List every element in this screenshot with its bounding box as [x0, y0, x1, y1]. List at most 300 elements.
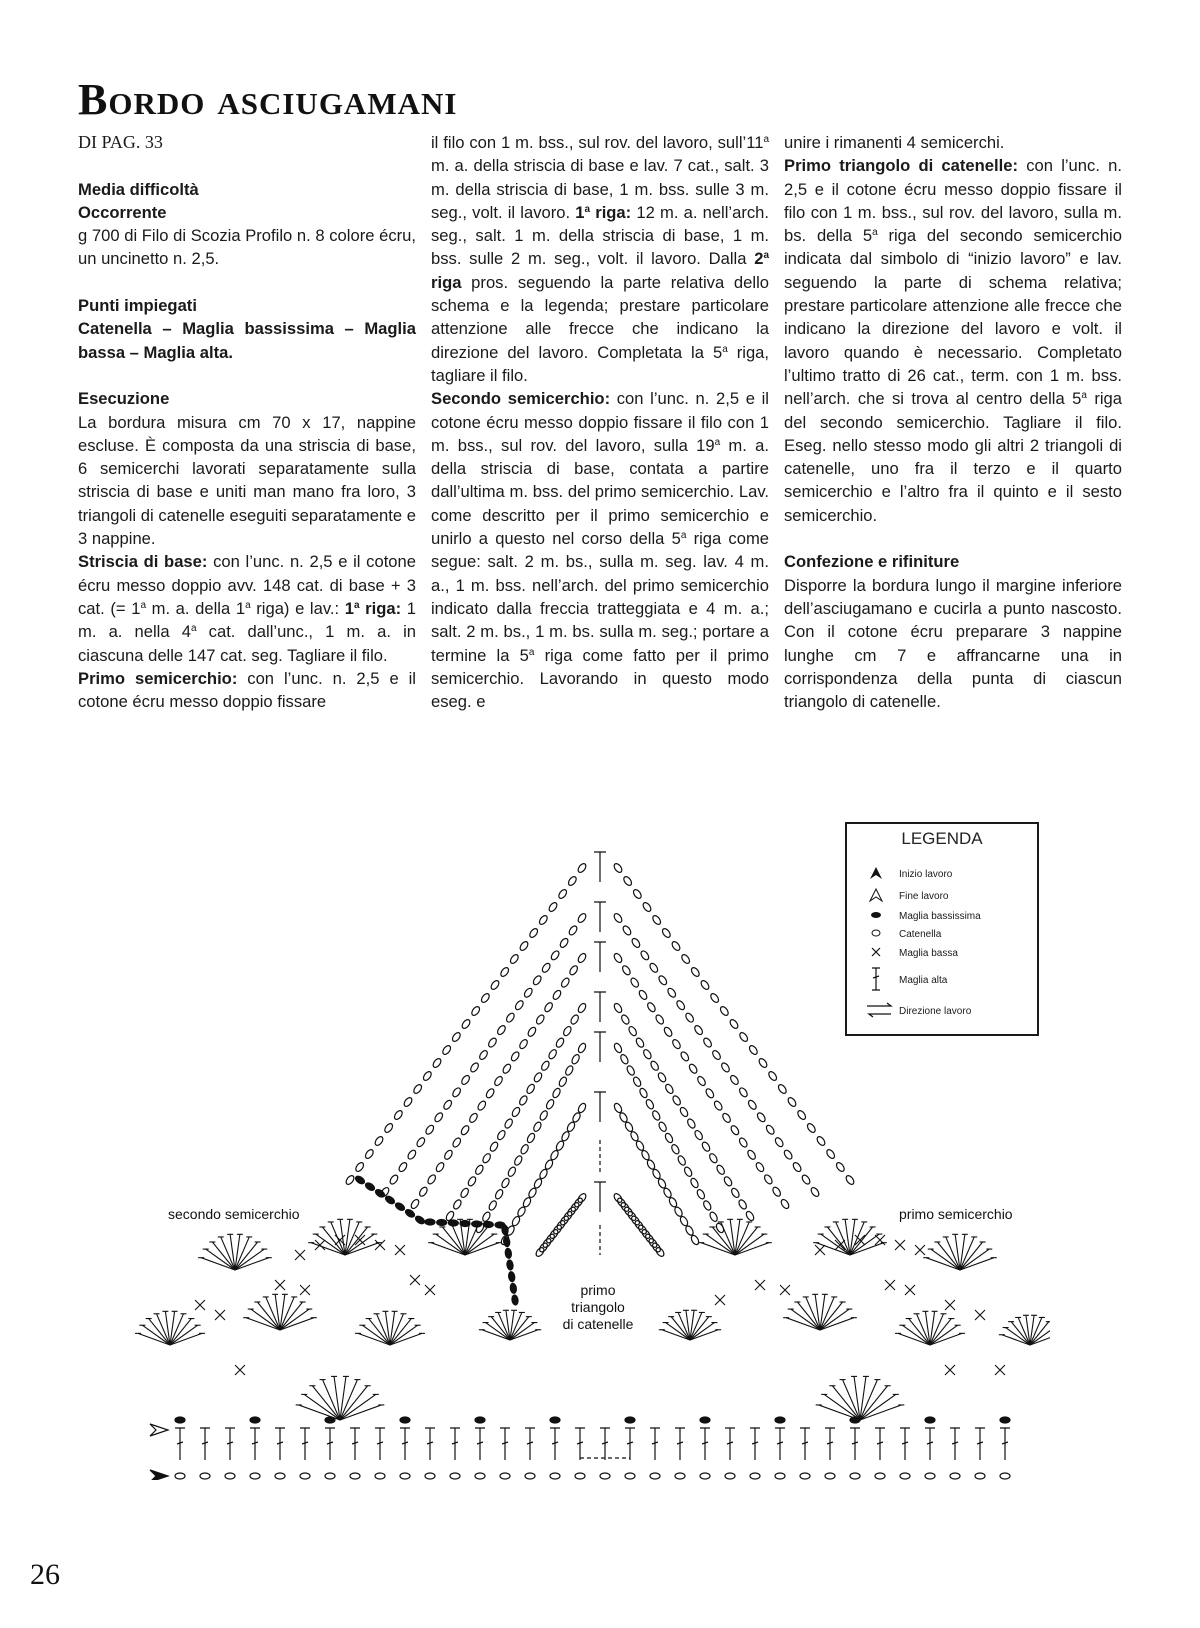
- chain-stitch: [538, 914, 549, 926]
- base-double-crochet: [400, 1428, 410, 1460]
- single-crochet-stitch: [885, 1280, 895, 1290]
- chain-stitch: [550, 950, 561, 962]
- base-double-crochet: [550, 1428, 560, 1460]
- second-semicircle-paragraph: Secondo semicerchio: con l’unc. n. 2,5 e il cotone écru messo doppio fissare il filo con 1 m. bss., sul rov. del lavoro, sulla 19$^a$ m. a. della striscia di base, contata a partire dall’ultima m. bss. del primo semicerchio. Lav. come descritto per il primo semicerchio e unirlo a questo nel corso della 5$^a$ riga come segue: salt. 2 m. bs., sulla m. seg. lav. 4 m. a., 1 m. bss. nell’arch. del primo semicerchio indicato dalla freccia tratteggiata e 4 m. a.; salt. 2 m. bs., 1 m. bs. sulla m. seg.; portare a termine la 5$^a$ riga come fatto per il primo semicerchio. Lavorando in questo modo eseg. e: [431, 389, 770, 712]
- chain-stitch: [689, 1177, 699, 1189]
- chain-stitch: [523, 987, 534, 999]
- chain-stitch: [668, 1196, 678, 1208]
- single-crochet-stitch: [995, 1365, 1005, 1375]
- chain-stitch: [783, 1149, 794, 1161]
- chain-stitch: [485, 1087, 496, 1099]
- chain-stitch: [568, 964, 579, 976]
- chain-stitch: [424, 1124, 435, 1136]
- chain-stitch: [412, 1083, 423, 1095]
- base-double-crochet: [775, 1428, 785, 1460]
- base-chain: [700, 1473, 710, 1479]
- chain-stitch: [618, 1112, 628, 1124]
- chain-stitch: [511, 1215, 521, 1227]
- base-chain: [225, 1473, 235, 1479]
- chain-stitch: [577, 1002, 587, 1014]
- slip-stitch: [364, 1181, 376, 1192]
- single-crochet-stitch: [755, 1280, 765, 1290]
- label-first-triangle: primo triangolo di catenelle: [562, 1282, 634, 1332]
- single-crochet-stitch: [295, 1250, 305, 1260]
- chain-stitch: [657, 1072, 667, 1084]
- chain-stitch: [474, 1164, 484, 1176]
- base-double-crochet: [450, 1428, 460, 1460]
- base-double-crochet: [325, 1428, 335, 1460]
- chain-stitch: [460, 1124, 471, 1136]
- chain-stitch: [638, 989, 649, 1001]
- base-double-crochet: [300, 1428, 310, 1460]
- base-slip-stitch: [700, 1417, 710, 1423]
- chain-stitch: [723, 1176, 733, 1188]
- chain-stitch: [748, 1044, 759, 1056]
- base-double-crochet: [250, 1428, 260, 1460]
- chain-stitch: [345, 1174, 356, 1186]
- chain-stitch: [415, 1136, 426, 1148]
- chain-stitch: [774, 1136, 785, 1148]
- chain-stitch: [398, 1161, 409, 1173]
- chain-stitch: [690, 966, 701, 978]
- chain-stitch: [673, 1206, 683, 1218]
- base-double-crochet: [275, 1428, 285, 1460]
- chain-stitch: [657, 974, 668, 986]
- chain-stitch: [765, 1124, 776, 1136]
- base-slip-stitch: [775, 1417, 785, 1423]
- chain-stitch: [613, 912, 624, 924]
- chain-stitch: [649, 1060, 659, 1072]
- chain-stitch: [745, 1210, 755, 1222]
- chain-stitch: [451, 1137, 462, 1149]
- chain-stitch: [568, 925, 579, 937]
- base-double-crochet: [850, 1428, 860, 1460]
- chain-stitch: [532, 974, 543, 986]
- chain-stitch: [642, 901, 653, 913]
- label-first-semicircle: primo semicerchio: [899, 1206, 1013, 1222]
- chain-stitch: [632, 1076, 642, 1088]
- chain-stitch: [503, 1118, 513, 1130]
- base-slip-stitch: [550, 1417, 560, 1423]
- base-chain: [575, 1473, 585, 1479]
- base-double-crochet: [1000, 1428, 1010, 1460]
- chain-stitch: [441, 1044, 452, 1056]
- crochet-diagram: [130, 830, 1050, 1480]
- chain-stitch: [631, 937, 642, 949]
- base-chain: [750, 1473, 760, 1479]
- base-double-crochet: [825, 1428, 835, 1460]
- base-chain: [425, 1473, 435, 1479]
- chain-stitch: [566, 1121, 576, 1133]
- chain-stitch: [702, 1200, 712, 1212]
- chain-stitch: [544, 1159, 554, 1171]
- single-crochet-stitch: [195, 1300, 205, 1310]
- base-chain: [500, 1473, 510, 1479]
- chain-stitch: [679, 1106, 689, 1118]
- base-chain: [450, 1473, 460, 1479]
- chain-stitch: [577, 912, 588, 924]
- single-crochet-stitch: [715, 1295, 725, 1305]
- chain-stitch: [737, 1199, 747, 1211]
- chain-stitch: [435, 1161, 446, 1173]
- base-chain: [725, 1473, 735, 1479]
- chain-stitch: [648, 962, 659, 974]
- chain-stitch: [730, 1187, 740, 1199]
- chain-stitch: [729, 1074, 740, 1086]
- chain-stitch: [451, 1031, 462, 1043]
- chain-stitch: [620, 1014, 630, 1026]
- legend-item-chain: Catenella: [865, 928, 941, 941]
- single-crochet-stitch: [945, 1365, 955, 1375]
- base-double-crochet: [675, 1428, 685, 1460]
- legend-item-direction: Direzione lavoro: [865, 1002, 971, 1021]
- base-double-crochet: [525, 1428, 535, 1460]
- chain-stitch: [461, 1018, 472, 1030]
- chain-stitch: [551, 1087, 561, 1099]
- chain-stitch: [621, 964, 632, 976]
- single-crochet-stitch: [410, 1275, 420, 1285]
- chain-stitch: [787, 1096, 798, 1108]
- chain-stitch: [763, 1174, 774, 1186]
- base-chain: [300, 1473, 310, 1479]
- chain-stitch: [613, 1102, 623, 1114]
- chain-stitch: [519, 940, 530, 952]
- chain-stitch: [543, 1001, 554, 1013]
- chain-stitch: [393, 1109, 404, 1121]
- base-double-crochet: [175, 1428, 185, 1460]
- legend-item-start: Inizio lavoro: [865, 866, 952, 883]
- chain-stitch: [684, 1012, 695, 1024]
- single-crochet-stitch: [975, 1310, 985, 1320]
- chain-stitch: [564, 1065, 574, 1077]
- base-double-crochet: [800, 1428, 810, 1460]
- base-chain: [375, 1473, 385, 1479]
- chain-stitch: [679, 1215, 689, 1227]
- chain-stitch: [518, 1038, 529, 1050]
- base-chain: [975, 1473, 985, 1479]
- base-slip-stitch: [325, 1417, 335, 1423]
- base-chain: [175, 1473, 185, 1479]
- chain-stitch: [755, 1161, 766, 1173]
- chain-stitch: [756, 1111, 767, 1123]
- first-semicircle-paragraph: Primo semicerchio: con l’unc. n. 2,5 e il cotone écru messo doppio fissare: [78, 668, 416, 712]
- chain-stitch: [654, 1014, 665, 1026]
- chain-stitch: [571, 1112, 581, 1124]
- chain-stitch: [468, 1112, 479, 1124]
- chain-stitch: [655, 1246, 666, 1258]
- chain-stitch: [487, 1037, 498, 1049]
- chain-stitch: [671, 1038, 682, 1050]
- base-double-crochet: [875, 1428, 885, 1460]
- base-chain: [325, 1473, 335, 1479]
- chain-stitch: [738, 1137, 749, 1149]
- base-double-crochet: [900, 1428, 910, 1460]
- chain-stitch: [533, 1178, 543, 1190]
- chain-stitch: [845, 1174, 856, 1186]
- single-crochet-stitch: [895, 1240, 905, 1250]
- chain-stitch: [622, 875, 633, 887]
- single-crochet-stitch: [945, 1300, 955, 1310]
- single-crochet-stitch: [235, 1365, 245, 1375]
- chain-stitch: [562, 1025, 572, 1037]
- chain-stitch: [680, 1051, 691, 1063]
- base-chain: [825, 1473, 835, 1479]
- chain-stitch: [567, 875, 578, 887]
- slip-stitch: [394, 1201, 406, 1212]
- chain-stitch: [693, 1024, 704, 1036]
- chain-stitch: [403, 1096, 414, 1108]
- chain-stitch: [651, 1110, 661, 1122]
- base-slip-stitch: [925, 1417, 935, 1423]
- chain-stitch: [477, 1100, 488, 1112]
- legend-item-double-crochet: Maglia alta: [865, 966, 947, 995]
- base-double-crochet: [650, 1428, 660, 1460]
- fan-stitch: [1030, 1328, 1050, 1345]
- chain-stitch: [671, 940, 682, 952]
- column-2: [431, 131, 769, 713]
- chain-stitch: [555, 1140, 565, 1152]
- chain-stitch: [469, 1062, 480, 1074]
- base-double-crochet: [725, 1428, 735, 1460]
- chain-stitch: [560, 977, 571, 989]
- chain-stitch: [686, 1118, 696, 1130]
- chain-stitch: [559, 937, 570, 949]
- chain-stitch: [480, 992, 491, 1004]
- single-crochet-stitch: [905, 1285, 915, 1295]
- chain-stitch: [451, 1087, 462, 1099]
- chain-stitch: [658, 1121, 668, 1133]
- base-double-crochet: [500, 1428, 510, 1460]
- page-title: Bordo asciugamani: [78, 75, 458, 124]
- chain-stitch: [422, 1070, 433, 1082]
- chain-stitch: [702, 1037, 713, 1049]
- double-crochet-stitch: [594, 902, 606, 932]
- chain-stitch: [758, 1057, 769, 1069]
- single-crochet-stitch: [300, 1285, 310, 1295]
- chain-stitch: [496, 1129, 506, 1141]
- chain-stitch: [705, 1087, 716, 1099]
- chain-stitch: [507, 1166, 517, 1178]
- chain-stitch: [746, 1149, 757, 1161]
- chain-stitch: [548, 901, 559, 913]
- base-double-crochet: [200, 1428, 210, 1460]
- chain-stitch: [619, 1053, 629, 1065]
- chain-stitch: [622, 925, 633, 937]
- chain-stitch: [552, 989, 563, 1001]
- chain-stitch: [528, 927, 539, 939]
- chain-stitch: [493, 1075, 504, 1087]
- chain-stitch: [532, 1121, 542, 1133]
- chain-stitch: [557, 888, 568, 900]
- materials-heading: Occorrente: [78, 202, 167, 222]
- chain-stitch: [410, 1198, 421, 1210]
- base-slip-stitch: [475, 1417, 485, 1423]
- chain-stitch: [577, 952, 588, 964]
- base-double-crochet: [375, 1428, 385, 1460]
- chain-stitch: [690, 1234, 700, 1246]
- chain-stitch: [383, 1122, 394, 1134]
- base-chain: [950, 1473, 960, 1479]
- slip-stitch: [414, 1215, 426, 1226]
- chain-stitch: [670, 1143, 680, 1155]
- chain-stitch: [407, 1149, 418, 1161]
- chain-stitch: [696, 1075, 707, 1087]
- chain-stitch: [626, 1065, 636, 1077]
- chain-stitch: [460, 1074, 471, 1086]
- slip-stitch: [384, 1195, 396, 1206]
- chain-stitch: [467, 1176, 477, 1188]
- chain-stitch: [558, 1076, 568, 1088]
- chain-stitch: [684, 1225, 694, 1237]
- base-double-crochet: [225, 1428, 235, 1460]
- chain-stitch: [635, 1140, 645, 1152]
- chain-stitch: [433, 1111, 444, 1123]
- chain-stitch: [613, 862, 624, 874]
- chain-stitch: [516, 1206, 526, 1218]
- base-slip-stitch: [850, 1417, 860, 1423]
- slip-stitch: [354, 1175, 366, 1186]
- execution-text: La bordura misura cm 70 x 17, nappine escluse. È composta da una striscia di base, 6 semicerchi lavorati separatamente sulla striscia di base e uniti man mano fra loro, 3 triangoli di catenelle eseguiti separatamente e 3 nappine.: [78, 412, 416, 549]
- chain-stitch: [709, 1211, 719, 1223]
- chain-stitch: [666, 987, 677, 999]
- chain-stitch: [389, 1174, 400, 1186]
- chain-stitch: [801, 1174, 812, 1186]
- chain-stitch: [792, 1161, 803, 1173]
- chain-stitch: [514, 999, 525, 1011]
- single-crochet-stitch: [915, 1245, 925, 1255]
- chain-stitch: [720, 1062, 731, 1074]
- single-crochet-stitch: [215, 1310, 225, 1320]
- chain-stitch: [767, 1070, 778, 1082]
- double-crochet-stitch: [594, 1032, 606, 1062]
- chain-stitch: [533, 1072, 543, 1084]
- slip-stitch: [374, 1188, 386, 1199]
- slip-stitch: [511, 1295, 518, 1306]
- chain-stitch: [627, 1025, 637, 1037]
- chain-stitch: [364, 1148, 375, 1160]
- chain-stitch: [835, 1161, 846, 1173]
- base-strip-paragraph: Striscia di base: con l’unc. n. 2,5 e il cotone écru messo doppio avv. 148 cat. di base + 3 cat. (= $1^a$ m. a. della 1$^a$ riga) e lav.: 1$^a$ riga: 1 m. a. nella 4$^a$ cat. dall’unc., 1 m. a. in ciascuna delle 147 cat. seg. Tagliare il filo.: [78, 552, 416, 665]
- double-crochet-stitch: [594, 1092, 606, 1122]
- chain-stitch: [452, 1199, 462, 1211]
- base-chain: [650, 1473, 660, 1479]
- chain-stitch: [629, 977, 640, 989]
- chain-stitch: [432, 1057, 443, 1069]
- chain-stitch: [780, 1198, 791, 1210]
- chain-stitch: [645, 1098, 655, 1110]
- chain-stitch: [481, 1211, 491, 1223]
- start-work-marker: [150, 1470, 168, 1480]
- legend-item-slip-stitch: Maglia bassissima: [865, 910, 981, 923]
- chain-stitch: [613, 1042, 623, 1054]
- chain-stitch: [738, 1031, 749, 1043]
- chain-stitch: [541, 962, 552, 974]
- chain-stitch: [651, 1168, 661, 1180]
- chain-stitch: [443, 1149, 454, 1161]
- column-1: [78, 131, 416, 713]
- chain-stitch: [747, 1099, 758, 1111]
- chain-stitch: [651, 914, 662, 926]
- chain-stitch: [577, 862, 588, 874]
- base-slip-stitch: [250, 1417, 260, 1423]
- chain-stitch: [520, 1143, 530, 1155]
- chain-stitch: [664, 1132, 674, 1144]
- chain-stitch: [719, 1005, 730, 1017]
- chain-stitch: [488, 1200, 498, 1212]
- chain-stitch: [664, 1083, 674, 1095]
- single-crochet-stitch: [425, 1285, 435, 1295]
- base-slip-stitch: [400, 1417, 410, 1423]
- chain-stitch: [538, 1168, 548, 1180]
- chain-stitch: [816, 1135, 827, 1147]
- chain-stitch: [374, 1135, 385, 1147]
- chain-stitch: [547, 1048, 557, 1060]
- chain-stitch: [632, 888, 643, 900]
- fan-stitch: [1030, 1335, 1050, 1345]
- chain-stitch: [442, 1099, 453, 1111]
- base-chain: [775, 1473, 785, 1479]
- base-chain: [250, 1473, 260, 1479]
- chain-stitch: [354, 1161, 365, 1173]
- base-chain: [525, 1473, 535, 1479]
- double-crochet-stitch: [594, 852, 606, 882]
- chain-stitch: [671, 1095, 681, 1107]
- chain-stitch: [525, 1083, 535, 1095]
- chain-stitch: [677, 1155, 687, 1167]
- join-remaining-text: unire i rimanenti 4 semicerchi.: [784, 133, 1005, 152]
- base-double-crochet: [975, 1428, 985, 1460]
- slip-stitch: [503, 1236, 510, 1247]
- chain-stitch: [629, 1130, 639, 1142]
- chain-stitch: [518, 1095, 528, 1107]
- chain-stitch: [635, 1037, 645, 1049]
- chain-stitch: [771, 1186, 782, 1198]
- slip-stitch: [506, 1260, 513, 1271]
- chain-stitch: [496, 1024, 507, 1036]
- chain-stitch: [555, 1037, 565, 1049]
- chain-stitch: [700, 979, 711, 991]
- slip-stitch: [505, 1248, 512, 1259]
- chain-stitch: [796, 1109, 807, 1121]
- chain-stitch: [708, 1152, 718, 1164]
- chain-stitch: [545, 1098, 555, 1110]
- base-double-crochet: [750, 1428, 760, 1460]
- base-double-crochet: [925, 1428, 935, 1460]
- stitches-text: Catenella – Maglia bassissima – Maglia bassa – Maglia alta.: [78, 319, 416, 362]
- article-columns: [78, 131, 1124, 713]
- chain-stitch: [499, 966, 510, 978]
- chain-stitch: [825, 1148, 836, 1160]
- slip-stitch: [404, 1208, 416, 1219]
- base-slip-stitch: [625, 1417, 635, 1423]
- chain-stitch: [638, 1087, 648, 1099]
- chain-stitch: [642, 1048, 652, 1060]
- label-second-semicircle: secondo semicerchio: [168, 1206, 300, 1222]
- slip-stitch: [510, 1283, 517, 1294]
- base-chain: [600, 1473, 610, 1479]
- chain-stitch: [569, 1014, 579, 1026]
- base-chain: [875, 1473, 885, 1479]
- chain-stitch: [418, 1186, 429, 1198]
- base-double-crochet: [425, 1428, 435, 1460]
- chain-stitch: [510, 1051, 521, 1063]
- slip-stitch: [437, 1219, 447, 1225]
- stitches-heading: Punti impiegati: [78, 296, 197, 316]
- chain-stitch: [640, 950, 651, 962]
- chain-stitch: [713, 1100, 724, 1112]
- chain-stitch: [688, 1063, 699, 1075]
- chain-stitch: [481, 1152, 491, 1164]
